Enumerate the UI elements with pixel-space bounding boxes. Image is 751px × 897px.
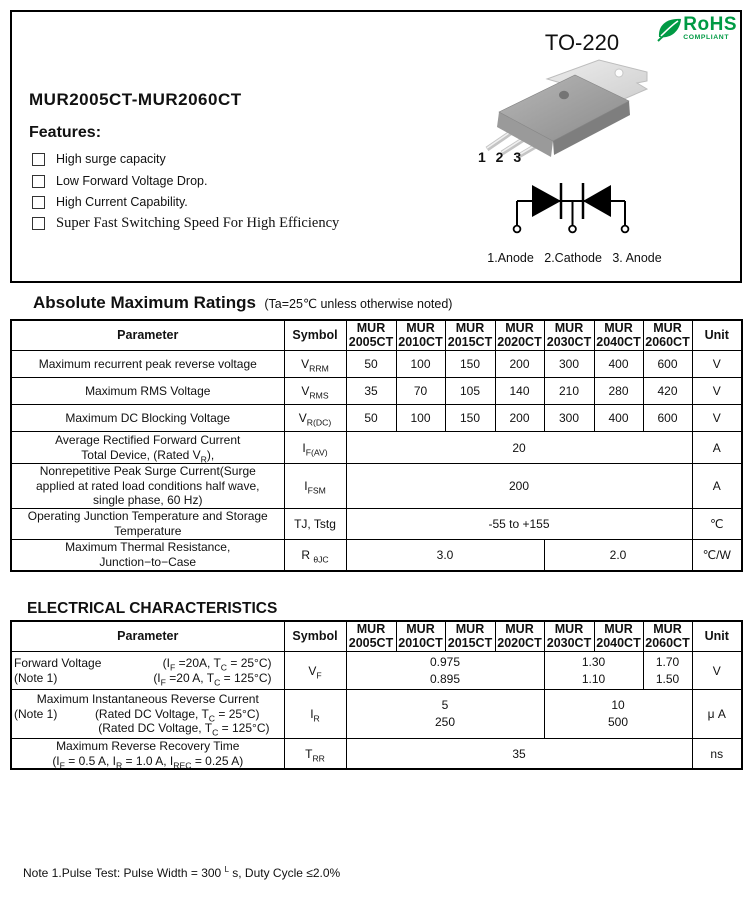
- diode-symbol: [497, 170, 642, 242]
- symbol-cell: $I_{F(AV)}$: [284, 432, 346, 464]
- col-device: MUR 2015CT: [445, 320, 495, 351]
- checkbox-icon: [32, 217, 45, 230]
- col-device: MUR 2010CT: [396, 320, 445, 351]
- table-row: [11, 378, 742, 405]
- elec-title: ELECTRICAL CHARACTERISTICS: [27, 600, 278, 617]
- value-cell: 100: [396, 351, 445, 378]
- col-symbol: Symbol: [284, 320, 346, 351]
- abs-max-section-title: [33, 293, 452, 313]
- col-parameter: Parameter: [11, 320, 284, 351]
- param-cell: Forward Voltage ($I_F =20A$, $T_C = 25^\circ C$) (Note 1) ($I_F =20$ A, $T_C = 125^\circ C$): [11, 652, 284, 690]
- value-cell: 1.30 1.10: [544, 652, 643, 690]
- value-cell: -55 to +155: [346, 508, 692, 539]
- col-device: MUR 2015CT: [445, 621, 495, 652]
- value-cell: 0.975 0.895: [346, 652, 544, 690]
- abs-max-subtitle: (Ta=25℃ unless otherwise noted): [264, 297, 453, 311]
- part-number: MUR2005CT-MUR2060CT: [29, 90, 242, 109]
- value-cell: 105: [445, 378, 495, 405]
- feature-item: [32, 215, 339, 232]
- value-cell: 3.0: [346, 539, 544, 571]
- note-text: Note 1.Pulse Test: Pulse Width = 300 $^L$ s, Duty Cycle ≤2.0%: [23, 865, 341, 880]
- value-cell: 300: [544, 351, 594, 378]
- table-row: [11, 405, 742, 432]
- rohs-logo: [657, 15, 737, 43]
- feature-text: Super Fast Switching Speed For High Efficiency: [56, 215, 340, 231]
- symbol-cell: $V_F$: [284, 652, 346, 690]
- symbol-cell: TJ, Tstg: [284, 508, 346, 539]
- value-cell: 200: [495, 351, 544, 378]
- col-device: MUR 2010CT: [396, 621, 445, 652]
- feature-text: High Current Capability.: [56, 195, 188, 209]
- value-cell: 600: [643, 351, 692, 378]
- unit-cell: V: [692, 378, 742, 405]
- feature-item: [32, 195, 188, 209]
- param-cell: Operating Junction Temperature and Storage Temperature: [11, 508, 284, 539]
- feature-text: Low Forward Voltage Drop.: [56, 174, 208, 188]
- table-row: [11, 739, 742, 770]
- features-title: Features:: [29, 124, 102, 141]
- value-cell: 400: [594, 405, 643, 432]
- value-cell: 1.70 1.50: [643, 652, 692, 690]
- symbol-cell: $V_{RRM}$: [284, 351, 346, 378]
- value-cell: 280: [594, 378, 643, 405]
- unit-cell: V: [692, 405, 742, 432]
- table-header-row: [11, 621, 742, 652]
- col-device: MUR 2040CT: [594, 621, 643, 652]
- param-cell: Maximum recurrent peak reverse voltage: [11, 351, 284, 378]
- checkbox-icon: [32, 153, 45, 166]
- value-cell: 150: [445, 405, 495, 432]
- elec-section-title: [27, 600, 277, 618]
- feature-item: [32, 152, 166, 166]
- col-device: MUR 2020CT: [495, 621, 544, 652]
- value-cell: 200: [346, 464, 692, 509]
- param-cell: Maximum Thermal Resistance, Junction−to−Case: [11, 539, 284, 571]
- value-cell: 200: [495, 405, 544, 432]
- table-row: [11, 351, 742, 378]
- value-cell: 50: [346, 351, 396, 378]
- col-device: MUR 2060CT: [643, 621, 692, 652]
- col-device: MUR 2060CT: [643, 320, 692, 351]
- table-row: [11, 539, 742, 571]
- symbol-cell: $V_{RMS}$: [284, 378, 346, 405]
- col-unit: Unit: [692, 320, 742, 351]
- table-row: [11, 652, 742, 690]
- value-cell: 10 500: [544, 690, 692, 739]
- symbol-cell: R $_{\theta JC}$: [284, 539, 346, 571]
- col-device: MUR 2040CT: [594, 320, 643, 351]
- value-cell: 50: [346, 405, 396, 432]
- value-cell: 420: [643, 378, 692, 405]
- value-cell: 400: [594, 351, 643, 378]
- param-cell: Average Rectified Forward Current Total Device, (Rated $V_R$),: [11, 432, 284, 464]
- abs-max-table: [10, 319, 743, 572]
- symbol-cell: $I_{FSM}$: [284, 464, 346, 509]
- header-box: [10, 10, 742, 283]
- value-cell: 35: [346, 739, 692, 770]
- table-header-row: [11, 320, 742, 351]
- value-cell: 2.0: [544, 539, 692, 571]
- col-device: MUR 2005CT: [346, 320, 396, 351]
- param-cell: Maximum Reverse Recovery Time ($I_F = 0.5$ A, $I_R = 1.0$ A, $I_{REC} = 0.25$ A): [11, 739, 284, 770]
- value-cell: 140: [495, 378, 544, 405]
- checkbox-icon: [32, 175, 45, 188]
- package-name: TO-220: [544, 30, 620, 55]
- checkbox-icon: [32, 196, 45, 209]
- value-cell: 600: [643, 405, 692, 432]
- col-unit: Unit: [692, 621, 742, 652]
- rohs-subtitle: COMPLIANT: [683, 34, 730, 41]
- elec-table: [10, 620, 743, 770]
- unit-cell: V: [692, 652, 742, 690]
- abs-max-title: Absolute Maximum Ratings: [33, 293, 256, 312]
- symbol-cell: $I_R$: [284, 690, 346, 739]
- pin-numbers: 1 2 3: [478, 149, 522, 165]
- col-device: MUR 2020CT: [495, 320, 544, 351]
- symbol-cell: $T_{RR}$: [284, 739, 346, 770]
- unit-cell: ns: [692, 739, 742, 770]
- value-cell: 100: [396, 405, 445, 432]
- feature-item: [32, 174, 207, 188]
- table-row: [11, 432, 742, 464]
- value-cell: 300: [544, 405, 594, 432]
- param-cell: Maximum DC Blocking Voltage: [11, 405, 284, 432]
- table-row: [11, 508, 742, 539]
- pin-assignment: 1.Anode 2.Cathode 3. Anode: [487, 251, 662, 265]
- table-row: [11, 690, 742, 739]
- rohs-leaf-icon: [657, 15, 683, 43]
- unit-cell: A: [692, 432, 742, 464]
- value-cell: 150: [445, 351, 495, 378]
- table-row: [11, 464, 742, 509]
- unit-cell: μ A: [692, 690, 742, 739]
- rohs-title: RoHS: [683, 14, 737, 35]
- param-cell: Nonrepetitive Peak Surge Current(Surge applied at rated load conditions half wave, single phase, 60 Hz): [11, 464, 284, 509]
- value-cell: 70: [396, 378, 445, 405]
- value-cell: 20: [346, 432, 692, 464]
- param-cell: Maximum RMS Voltage: [11, 378, 284, 405]
- col-device: MUR 2005CT: [346, 621, 396, 652]
- unit-cell: V: [692, 351, 742, 378]
- unit-cell: ℃: [692, 508, 742, 539]
- col-device: MUR 2030CT: [544, 621, 594, 652]
- param-cell: Maximum Instantaneous Reverse Current (Note 1) (Rated DC Voltage, $T_C = 25^\circ C$) (Rated DC Voltage, $T_C = 125^\circ C$): [11, 690, 284, 739]
- value-cell: 5 250: [346, 690, 544, 739]
- symbol-cell: $V_{R(DC)}$: [284, 405, 346, 432]
- col-device: MUR 2030CT: [544, 320, 594, 351]
- col-parameter: Parameter: [11, 621, 284, 652]
- unit-cell: ℃/W: [692, 539, 742, 571]
- value-cell: 35: [346, 378, 396, 405]
- feature-text: High surge capacity: [56, 152, 166, 166]
- col-symbol: Symbol: [284, 621, 346, 652]
- value-cell: 210: [544, 378, 594, 405]
- unit-cell: A: [692, 464, 742, 509]
